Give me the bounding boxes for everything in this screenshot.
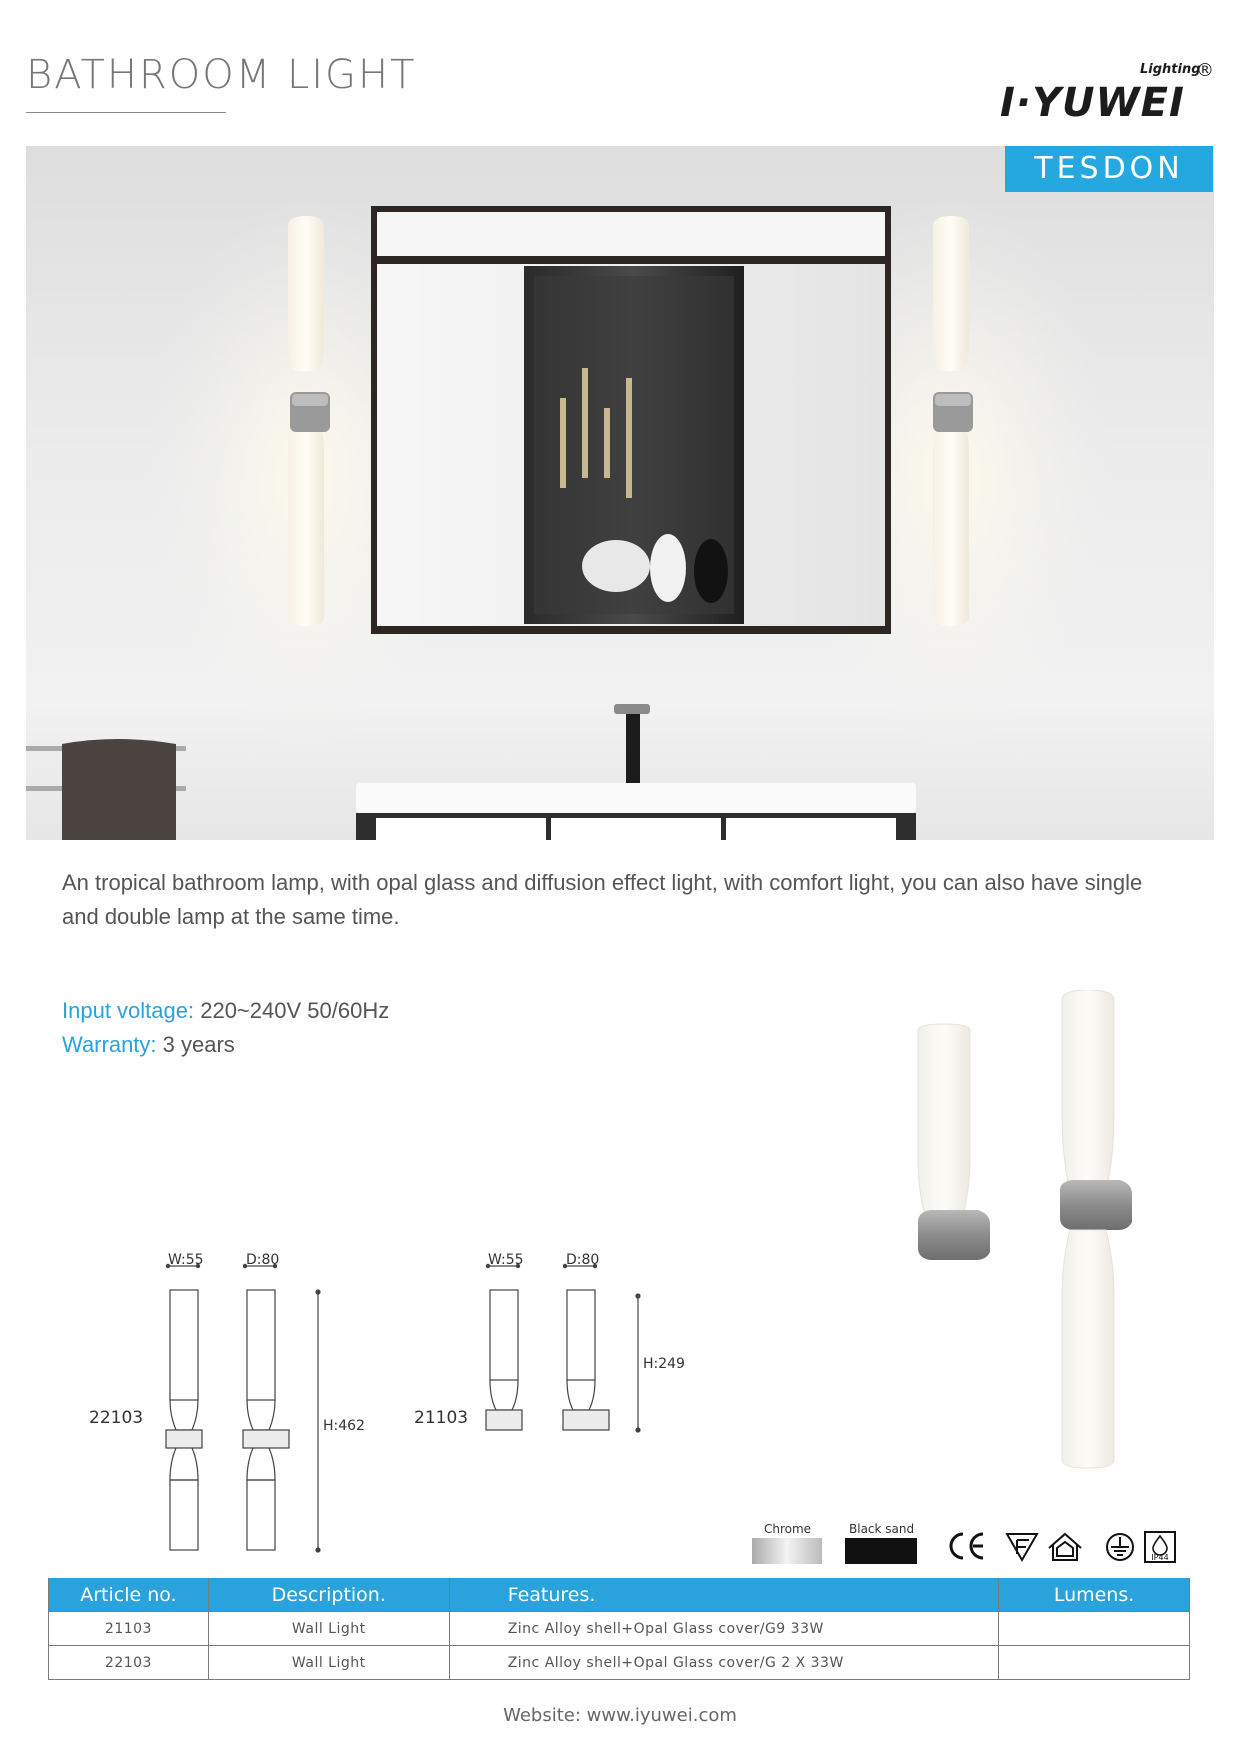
cell-description: Wall Light: [208, 1646, 449, 1680]
product-cutout-illustration: [890, 990, 1190, 1490]
ip44-icon: [1145, 1532, 1175, 1562]
cell-features: Zinc Alloy shell+Opal Glass cover/G9 33W: [449, 1612, 998, 1646]
tesdon-badge: TESDON: [1005, 146, 1213, 192]
drawing-22103-depth: D:80: [246, 1252, 280, 1268]
cell-article: 21103: [49, 1612, 209, 1646]
page-title: BATHROOM LIGHT: [26, 52, 417, 98]
earth-ground-icon: [1107, 1534, 1133, 1560]
column-header-lumens: Lumens.: [999, 1578, 1190, 1612]
cell-lumens: [999, 1646, 1190, 1680]
product-description: An tropical bathroom lamp, with opal glass and diffusion effect light, with comfort light, you can also have single and double lamp at the same time.: [62, 870, 1143, 929]
left-wall-lamp: [288, 216, 330, 626]
column-header-features: Features.: [449, 1578, 998, 1612]
f-mark-icon: [1007, 1534, 1037, 1560]
ce-mark-icon: [951, 1534, 983, 1558]
column-header-article: Article no.: [49, 1578, 209, 1612]
cell-article: 22103: [49, 1646, 209, 1680]
mirror-cabinet: [371, 206, 891, 634]
towel-rail: [26, 739, 186, 840]
class-ii-icon: [1049, 1534, 1081, 1560]
hero-photo: [26, 146, 1214, 840]
voltage-value: 220~240V 50/60Hz: [194, 998, 390, 1023]
product-photo: [890, 990, 1190, 1490]
right-wall-lamp: [933, 216, 973, 626]
cell-description: Wall Light: [208, 1612, 449, 1646]
svg-text:IP44: IP44: [1151, 1553, 1169, 1562]
cell-features: Zinc Alloy shell+Opal Glass cover/G 2 X 33W: [449, 1646, 998, 1680]
input-voltage: [62, 998, 389, 1024]
certification-icons: [945, 1526, 1195, 1566]
warranty: [62, 1032, 235, 1058]
drawing-22103-height: H:462: [323, 1418, 365, 1434]
drawing-21103: [470, 1248, 690, 1448]
title-underline: [26, 112, 226, 113]
dimension-drawing-single: [470, 1248, 690, 1448]
drawing-21103-width: W:55: [488, 1252, 524, 1268]
website-footer[interactable]: Website: www.iyuwei.com: [503, 1705, 737, 1726]
voltage-label: Input voltage:: [62, 998, 195, 1023]
finish-black-sand-swatch: [845, 1538, 917, 1564]
table-row: [49, 1646, 1190, 1680]
dimension-drawing-double: [150, 1248, 370, 1558]
drawing-21103-article: 21103: [414, 1408, 469, 1428]
logo-brand: I·YUWEI: [1000, 80, 1185, 126]
logo-registered-mark: ®: [1196, 60, 1214, 81]
drawing-21103-depth: D:80: [566, 1252, 600, 1268]
bathroom-scene-illustration: [26, 146, 1214, 840]
table-header-row: [49, 1578, 1190, 1612]
column-header-description: Description.: [208, 1578, 449, 1612]
vanity: [356, 783, 916, 840]
cell-lumens: [999, 1612, 1190, 1646]
logo-sub: Lighting: [1140, 62, 1201, 77]
finish-chrome-swatch: [752, 1538, 822, 1564]
finish-chrome-label: Chrome: [764, 1522, 812, 1536]
warranty-label: Warranty:: [62, 1032, 157, 1057]
table-row: [49, 1612, 1190, 1646]
drawing-21103-height: H:249: [643, 1356, 685, 1372]
finish-black-sand-label: Black sand: [849, 1522, 915, 1536]
spec-table: [48, 1578, 1190, 1680]
warranty-value: 3 years: [156, 1032, 235, 1057]
drawing-22103-width: W:55: [168, 1252, 204, 1268]
drawing-22103: [150, 1248, 370, 1558]
brand-logo: [1000, 60, 1215, 130]
faucet: [614, 704, 650, 788]
drawing-22103-article: 22103: [89, 1408, 144, 1428]
